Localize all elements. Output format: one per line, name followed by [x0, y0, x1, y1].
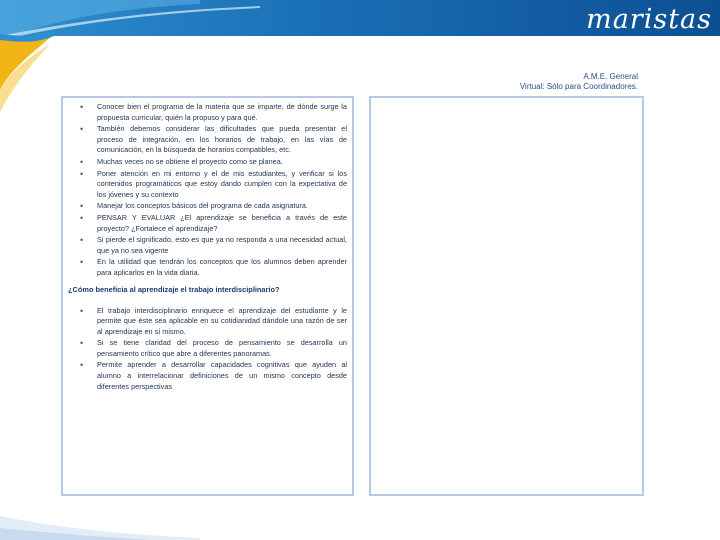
document-header — [520, 72, 638, 92]
bullet-list-considerations — [68, 102, 347, 279]
list-item: • Si se tiene claridad del proceso de pensamiento se desarrolla un pensamiento crítico que abre a diferentes panoramas. — [68, 338, 347, 359]
list-item: • Permite aprender a desarrollar capacidades cognitivas que ayuden al alumno a interrelacionar definiciones de un mismo concepto desde diferentes perspectivas — [68, 360, 347, 392]
list-item: • Poner atención en mi entorno y el de mis estudiantes, y verificar si los contenidos programáticos que estoy dando cumplen con la expectativa de los jóvenes y su contexto — [68, 169, 347, 201]
document-header-line2: Virtual: Sólo para Coordinadores. — [519, 82, 638, 91]
right-empty-panel — [369, 96, 644, 496]
list-item: • Conocer bien el programa de la materia que se imparte, de dónde surge la propuesta curricular, quién la propuso y para qué. — [68, 102, 347, 123]
list-item: • Muchas veces no se obtiene el proyecto como se planea. — [68, 157, 347, 168]
left-text-panel — [61, 96, 354, 496]
bullet-list-benefits — [68, 306, 347, 393]
document-header-line1: A.M.E. General — [583, 72, 638, 81]
list-item: • En la utilidad que tendrán los conceptos que los alumnos deben aprender para aplicarlos en la vida diaria. — [68, 257, 347, 278]
list-item: • Si pierde el significado, esto es que ya no responda a una necesidad actual, que ya no sea vigente — [68, 235, 347, 256]
left-swoosh-decoration — [0, 0, 60, 540]
list-item: • El trabajo interdisciplinario enriquece el aprendizaje del estudiante y le permite que éste sea aplicable en su cotidianidad dándole una razón de ser al aprendizaje en sí mismo. — [68, 306, 347, 338]
list-item: • Manejar los conceptos básicos del programa de cada asignatura. — [68, 201, 347, 212]
section-question-heading: ¿Cómo beneficia al aprendizaje el trabajo interdisciplinario? — [68, 284, 280, 294]
maristas-logo: maristas — [586, 4, 712, 35]
list-item: • PENSAR Y EVALUAR ¿El aprendizaje se beneficia a través de este proyecto? ¿Fortalece el aprendizaje? — [68, 213, 347, 234]
list-item: • También debemos considerar las dificultades que pueda presentar el proceso de integración, en los horarios de trabajo, en las vías de comunicación, en la búsqueda de horarios compatibles, etc. — [68, 124, 347, 156]
